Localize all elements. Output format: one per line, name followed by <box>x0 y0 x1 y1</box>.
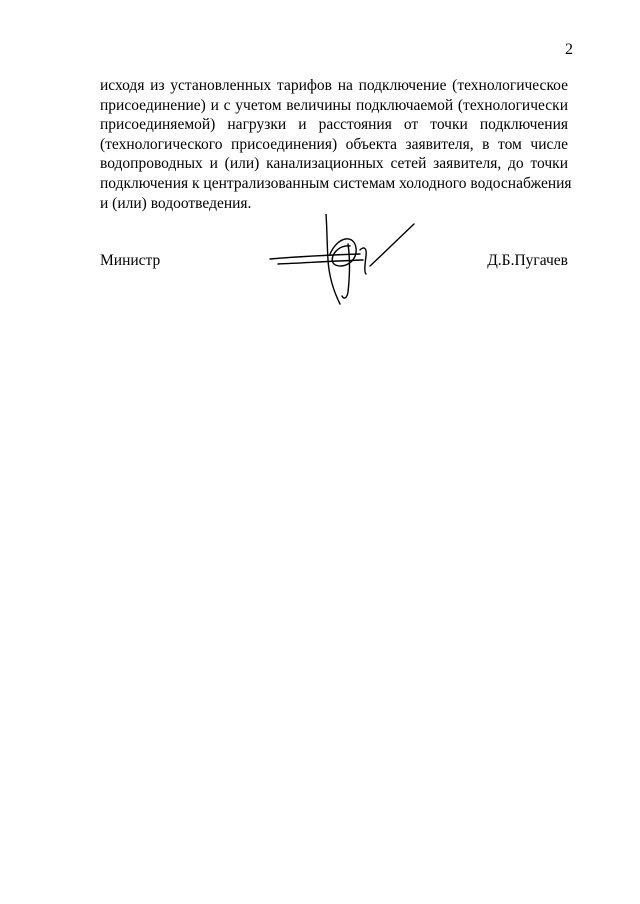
body-line: (технологического присоединения) объекта заявителя, в том числе <box>100 135 568 153</box>
signature-block <box>100 246 568 306</box>
body-line: присоединяемой) нагрузки и расстояния от точки подключения <box>100 116 568 134</box>
page-number: 2 <box>565 41 573 58</box>
body-line: исходя из установленных тарифов на подключение (технологическое <box>100 77 568 94</box>
body-line: присоединение) и с учетом величины подключаемой (технологически <box>100 96 568 114</box>
handwritten-signature <box>268 214 418 306</box>
body-paragraph <box>100 76 572 213</box>
signer-name: Д.Б.Пугачев <box>487 252 568 269</box>
signer-position: Министр <box>100 252 161 269</box>
body-line: подключения к централизованным системам холодного водоснабжения <box>100 174 572 192</box>
body-line: и (или) водоотведения. <box>100 194 252 212</box>
body-line: водопроводных и (или) канализационных сетей заявителя, до точки <box>100 155 568 173</box>
